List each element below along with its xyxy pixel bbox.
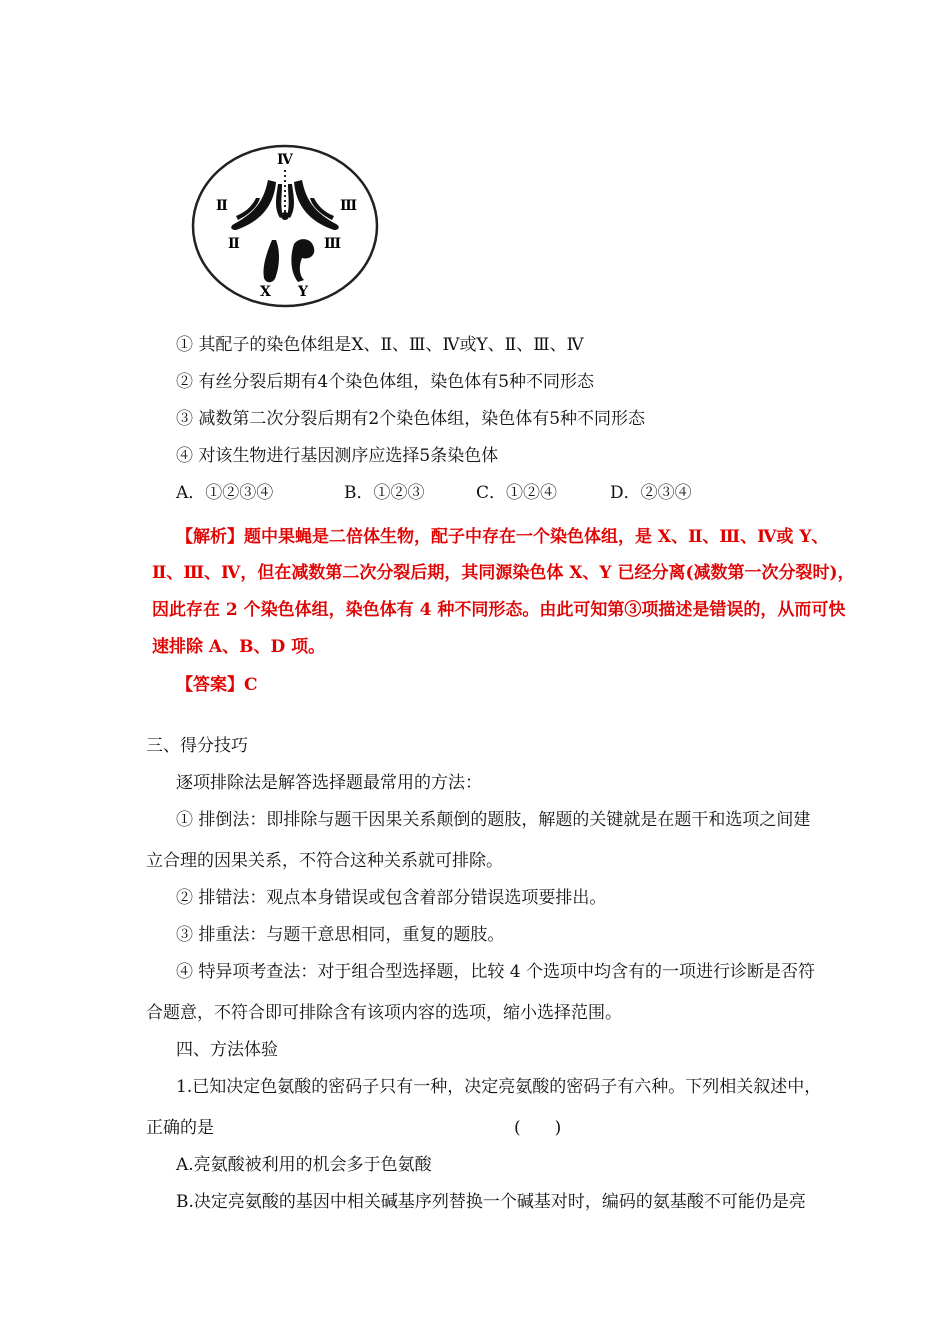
chromosome-figure <box>190 140 380 310</box>
option-b: B．①②③ <box>344 483 425 503</box>
section3-intro: 逐项排除法是解答选择题最常用的方法： <box>176 773 482 793</box>
label-II-lower: Ⅱ <box>228 236 240 252</box>
section3-item4-line2: 合题意，不符合即可排除含有该项内容的选项，缩小选择范围。 <box>146 1003 622 1023</box>
section4-heading: 四、方法体验 <box>176 1040 278 1060</box>
option-c: C．①②④ <box>476 483 558 503</box>
label-IV: Ⅳ <box>277 152 293 168</box>
section3-item4-line1: ④ 特异项考查法：对于组合型选择题，比较 4 个选项中均含有的一项进行诊断是否符 <box>176 962 816 982</box>
analysis-label: 【解析】 <box>176 527 244 547</box>
question1-line2: 正确的是 <box>146 1118 214 1138</box>
label-Y: Y <box>298 284 308 300</box>
question1-line1: 1.已知决定色氨酸的密码子只有一种，决定亮氨酸的密码子有六种。下列相关叙述中， <box>176 1077 822 1097</box>
statement-2: ② 有丝分裂后期有4个染色体组，染色体有5种不同形态 <box>176 372 595 392</box>
option-a: A．①②③④ <box>176 483 274 503</box>
section3-item1-line2: 立合理的因果关系，不符合这种关系就可排除。 <box>146 851 503 871</box>
analysis-line-2: Ⅱ、Ⅲ、Ⅳ，但在减数第二次分裂后期，其同源染色体 X、Y 已经分离(减数第一次分裂时)， <box>152 563 855 583</box>
label-III-upper: Ⅲ <box>340 198 358 214</box>
answer-label: 【答案】 <box>176 675 244 695</box>
section3-item2: ② 排错法：观点本身错误或包含着部分错误选项要排出。 <box>176 888 607 908</box>
option-d: D．②③④ <box>610 483 692 503</box>
section3-item3: ③ 排重法：与题干意思相同，重复的题肢。 <box>176 925 505 945</box>
section3-heading: 三、得分技巧 <box>146 736 248 756</box>
analysis-line-3: 因此存在 2 个染色体组，染色体有 4 种不同形态。由此可知第③项描述是错误的，从而可快 <box>152 600 846 620</box>
question1-option-b: B.决定亮氨酸的基因中相关碱基序列替换一个碱基对时，编码的氨基酸不可能仍是亮 <box>176 1192 806 1212</box>
label-III-lower: Ⅲ <box>324 236 342 252</box>
analysis-line-4: 速排除 A、B、D 项。 <box>152 637 326 657</box>
question1-answer-parens: ( ) <box>514 1118 562 1138</box>
answer-line <box>176 674 258 696</box>
statement-3: ③ 减数第二次分裂后期有2个染色体组，染色体有5种不同形态 <box>176 409 646 429</box>
analysis-line-1 <box>176 526 828 548</box>
label-X: X <box>260 284 271 300</box>
question1-option-a: A.亮氨酸被利用的机会多于色氨酸 <box>176 1155 432 1175</box>
label-II-upper: Ⅱ <box>216 198 228 214</box>
statement-4: ④ 对该生物进行基因测序应选择5条染色体 <box>176 446 499 466</box>
options-row <box>176 482 692 504</box>
analysis-text-1: 题中果蝇是二倍体生物，配子中存在一个染色体组，是 X、Ⅱ、Ⅲ、Ⅳ或 Y、 <box>244 527 829 547</box>
section3-item1-line1: ① 排倒法：即排除与题干因果关系颠倒的题肢，解题的关键就是在题干和选项之间建 <box>176 810 811 830</box>
answer-value: C <box>244 675 258 695</box>
statement-1: ① 其配子的染色体组是X、Ⅱ、Ⅲ、Ⅳ或Y、Ⅱ、Ⅲ、Ⅳ <box>176 335 584 355</box>
